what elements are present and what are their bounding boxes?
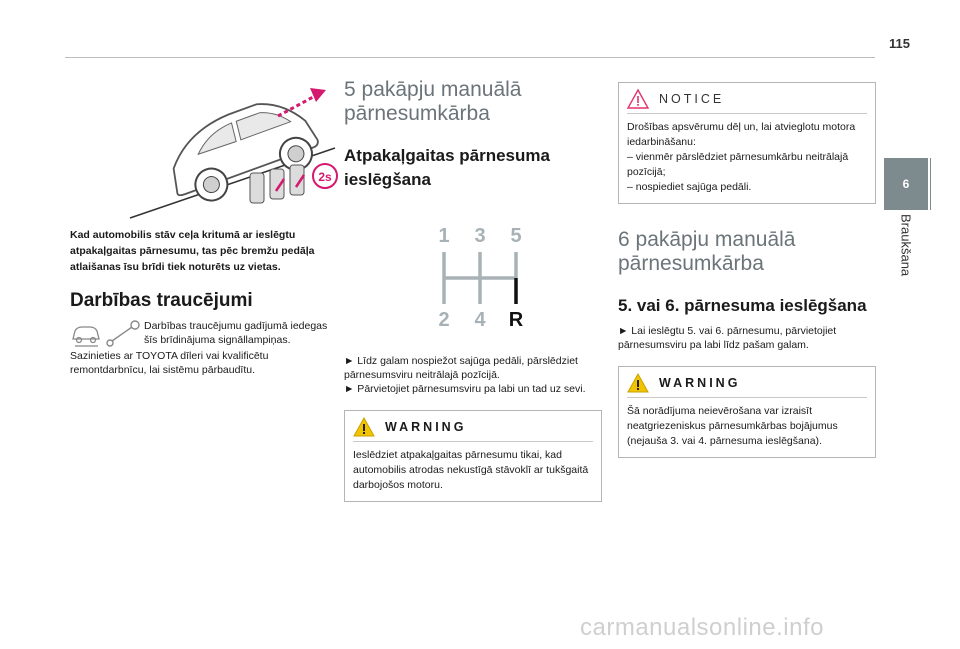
motion-arrow-icon: [278, 88, 326, 116]
watermark: carmanualsonline.info: [580, 614, 824, 641]
warning-triangle-icon: [627, 373, 649, 393]
chapter-label-text: Braukšana: [898, 214, 914, 277]
illustration-caption: Kad automobilis stāv ceļa kritumā ar ieslēgtu atpakaļgaitas pārnesumu, tas pēc bremžu pedāļa atlaišanas īsu brīdi tiek noturēts uz vietas.: [70, 229, 315, 273]
warning-triangle-icon: [353, 417, 375, 437]
malfunction-title: Darbības traucējumi: [70, 290, 253, 311]
notice-line-1: Drošības apsvērumu dēļ un, lai atvieglotu motora iedarbināšanu:: [627, 121, 856, 148]
chapter-title-6-speed: 6 pakāpju manuālā pārnesumkārba: [618, 228, 796, 275]
reverse-gear-title: Atpakaļgaitas pārnesuma ieslēgšana: [344, 146, 550, 189]
notice-title: NOTICE: [659, 92, 725, 106]
warning-text: Ieslēdziet atpakaļgaitas pārnesumu tikai, kad automobilis atrodas nekustīgā stāvoklī ar tukšgaitā darbojošos motoru.: [353, 449, 589, 491]
chapter-title-5-speed: 5 pakāpju manuālā pārnesumkārba: [344, 78, 522, 125]
gear-5-6-step: ► Lai ieslēgtu 5. vai 6. pārnesumu, pārvietojiet pārnesumsviru pa labi līdz pašam galam.: [618, 325, 837, 351]
contact-dealer-text: Sazinieties ar TOYOTA dīleri vai kvalificētu remontdarbnīcu, lai sistēmu pārbaudītu.: [70, 350, 269, 376]
two-second-badge: [313, 164, 337, 188]
gear-4-label: 4: [474, 309, 486, 331]
page-number: 115: [889, 36, 910, 51]
notice-triangle-icon: [627, 89, 649, 109]
car-hill-icon: [73, 327, 99, 346]
chapter-tab[interactable]: 6: [884, 158, 928, 210]
notice-line-2: – vienmēr pārslēdziet pārnesumkārbu neitrālajā pozīcijā;: [627, 151, 849, 178]
column-2: [344, 78, 602, 502]
step-2: ► Pārvietojiet pārnesumsviru pa labi un tad uz sevi.: [344, 383, 586, 395]
step-1: ► Līdz galam nospiežot sajūga pedāli, pārslēdziet pārnesumsviru neitrālajā pozīcijā.: [344, 355, 578, 381]
warning-box-reverse: [344, 410, 602, 502]
notice-line-3: – nospiediet sajūga pedāli.: [627, 181, 752, 193]
warning-lamps-row: [70, 319, 332, 349]
chapter-label: [884, 214, 928, 324]
header-divider: [65, 57, 875, 58]
gear-5-label: 5: [510, 225, 522, 247]
gear-shift-pattern-diagram: [428, 222, 538, 332]
car-on-slope-illustration: [110, 78, 340, 223]
reverse-gear-steps: [344, 354, 602, 396]
warning-lamps-text: Darbības traucējumu gadījumā iedegas šīs brīdinājuma signāllampiņas.: [144, 320, 328, 346]
warning-lamp-icons: [70, 319, 144, 349]
warning-title: WARNING: [385, 420, 467, 434]
gear-2-label: 2: [438, 309, 450, 331]
warning-title: WARNING: [659, 376, 741, 390]
wrench-icon: [107, 321, 139, 346]
gear-5-6-title: 5. vai 6. pārnesuma ieslēgšana: [618, 296, 867, 315]
gear-1-label: 1: [438, 225, 450, 247]
warning-box-gear-5-6: [618, 366, 876, 458]
chapter-tab-rule: [930, 158, 931, 210]
gear-3-label: 3: [474, 225, 486, 247]
svg-text:2s: 2s: [318, 170, 332, 184]
column-1: [70, 78, 332, 377]
column-3: [618, 78, 876, 458]
notice-box: [618, 82, 876, 204]
warning-text: Šā norādījuma neievērošana var izraisīt neatgriezeniskus pārnesumkārbas bojājumus (nejauša 3. vai 4. pārnesuma ieslēgšana).: [627, 405, 838, 447]
gear-r-label: R: [508, 309, 524, 331]
